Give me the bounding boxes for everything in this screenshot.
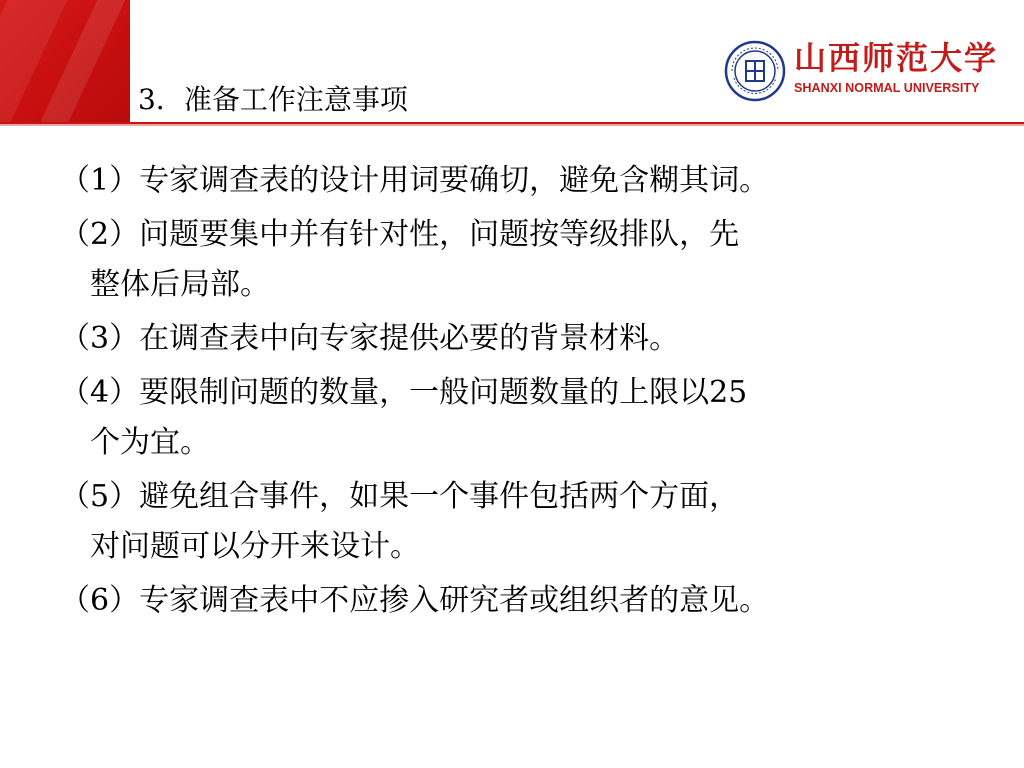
list-item [60, 314, 980, 364]
list-item-line: （4）要限制问题的数量，一般问题数量的上限以25 [60, 375, 748, 410]
university-logo [724, 38, 999, 108]
header-red-block [0, 0, 130, 122]
list-item-continuation: 对问题可以分开来设计。 [90, 529, 420, 564]
list-item-line: （3）在调查表中向专家提供必要的背景材料。 [60, 321, 680, 356]
list-item-line: （6）专家调查表中不应掺入研究者或组织者的意见。 [60, 583, 770, 618]
list-item [60, 210, 980, 310]
logo-name-en: SHANXI NORMAL UNIVERSITY [794, 80, 980, 95]
list-item [60, 368, 980, 468]
list-item [60, 576, 980, 626]
logo-name-cn: 山西师范大学 [794, 39, 999, 77]
list-item-continuation: 整体后局部。 [90, 267, 270, 302]
list-item-line: （5）避免组合事件，如果一个事件包括两个方面， [60, 479, 740, 514]
list-item-line: （1）专家调查表的设计用词要确切，避免含糊其词。 [60, 163, 770, 198]
slide-title: 3．准备工作注意事项 [138, 83, 408, 116]
list-item-line: （2）问题要集中并有针对性，问题按等级排队，先 [60, 217, 740, 252]
list-item [60, 156, 980, 206]
content-list [60, 156, 980, 630]
list-item-continuation: 个为宜。 [90, 425, 210, 460]
header-divider-shadow [0, 124, 1024, 126]
list-item [60, 472, 980, 572]
university-seal-icon [724, 40, 786, 102]
